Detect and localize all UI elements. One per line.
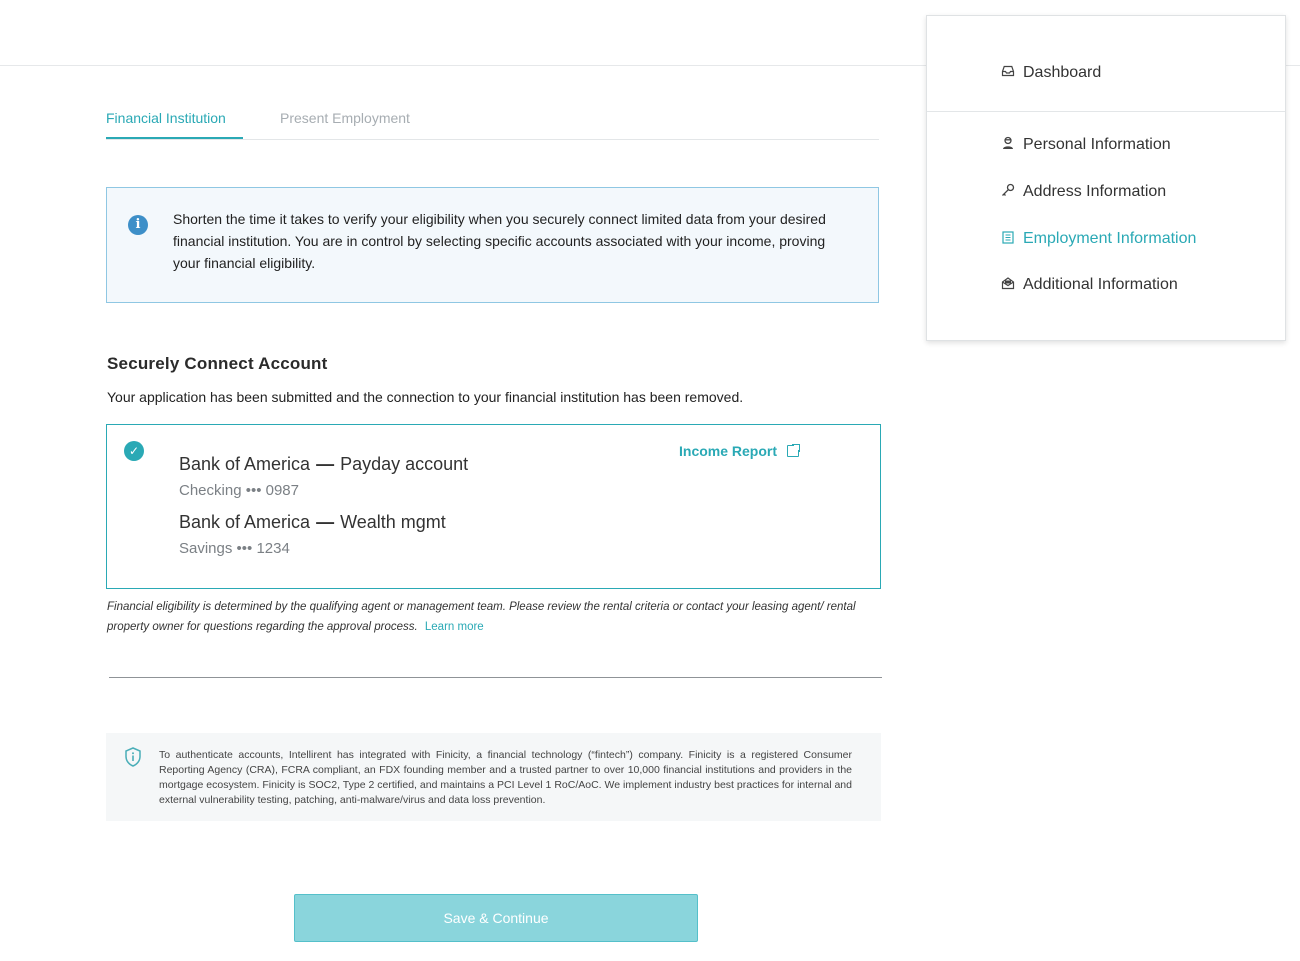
building-icon <box>1001 230 1015 244</box>
account-item <box>179 454 468 499</box>
account-name <box>179 512 446 533</box>
menu-item-additional-information[interactable] <box>1001 276 1178 294</box>
external-link-icon <box>787 445 799 457</box>
section-divider <box>109 677 882 678</box>
user-icon <box>1001 136 1015 150</box>
menu-label: Additional Information <box>1023 276 1178 293</box>
account-bank: Bank of America <box>179 512 311 532</box>
menu-label: Address Information <box>1023 183 1167 200</box>
menu-label: Personal Information <box>1023 136 1171 153</box>
check-circle-icon: ✓ <box>124 441 144 461</box>
shield-info-icon <box>124 747 142 767</box>
tab-present-employment[interactable]: Present Employment <box>280 110 410 126</box>
menu-item-employment-information[interactable] <box>1001 230 1196 248</box>
tab-bar <box>106 100 879 140</box>
disclaimer-text: Financial eligibility is determined by the qualifying agent or management team. Please review the rental criteria or contact your leasing agent/ rental property owner for questions regarding the approval process. <box>107 601 856 633</box>
account-dash: — <box>316 454 335 474</box>
account-label: Wealth mgmt <box>340 512 446 532</box>
menu-label: Employment Information <box>1023 230 1197 247</box>
key-icon <box>1001 183 1015 197</box>
learn-more-link[interactable]: Learn more <box>424 621 484 633</box>
finicity-notice <box>106 733 881 821</box>
envelope-open-icon <box>1001 276 1015 290</box>
info-banner <box>106 187 879 303</box>
connected-accounts-card <box>106 424 881 589</box>
finicity-notice-text: To authenticate accounts, Intellirent has integrated with Finicity, a financial technology (“fintech”) company. Finicity is a registered Consumer Reporting Agency (CRA), FCRA compliant, an FDX founding member and a trusted partner to over 10,000 financial institutions and providers in the mortgage ecosystem. Finicity is SOC2, Type 2 certified, and maintains a PCI Level 1 RoC/AoC. We implement industry best practices for internal and external vulnerability testing, patching, anti-malware/virus and data loss prevention. <box>159 749 852 806</box>
tab-financial-institution[interactable]: Financial Institution <box>106 110 226 126</box>
menu-item-address-information[interactable] <box>1001 183 1166 201</box>
menu-item-dashboard[interactable] <box>1001 64 1101 82</box>
menu-label: Dashboard <box>1023 64 1102 81</box>
account-label: Payday account <box>340 454 469 474</box>
income-report-label: Income Report <box>679 443 778 459</box>
income-report-link[interactable] <box>679 443 799 459</box>
section-title: Securely Connect Account <box>107 354 328 373</box>
inbox-icon <box>1001 64 1015 78</box>
info-icon: i <box>128 215 148 235</box>
section-subtitle: Your application has been submitted and the connection to your financial institution has been removed. <box>107 389 744 405</box>
info-banner-text: Shorten the time it takes to verify your eligibility when you securely connect limited data from your desired financial institution. You are in control by selecting specific accounts associated with your income, proving your financial eligibility. <box>173 211 826 271</box>
menu-divider <box>927 111 1285 112</box>
account-detail: Savings ••• 1234 <box>179 540 290 557</box>
account-name <box>179 454 468 475</box>
menu-item-personal-information[interactable] <box>1001 136 1171 154</box>
account-bank: Bank of America <box>179 454 311 474</box>
account-dash: — <box>316 512 335 532</box>
navigation-menu <box>926 15 1286 341</box>
save-continue-button[interactable]: Save & Continue <box>294 894 698 942</box>
account-item <box>179 512 446 557</box>
account-detail: Checking ••• 0987 <box>179 482 299 499</box>
eligibility-disclaimer <box>107 597 877 637</box>
